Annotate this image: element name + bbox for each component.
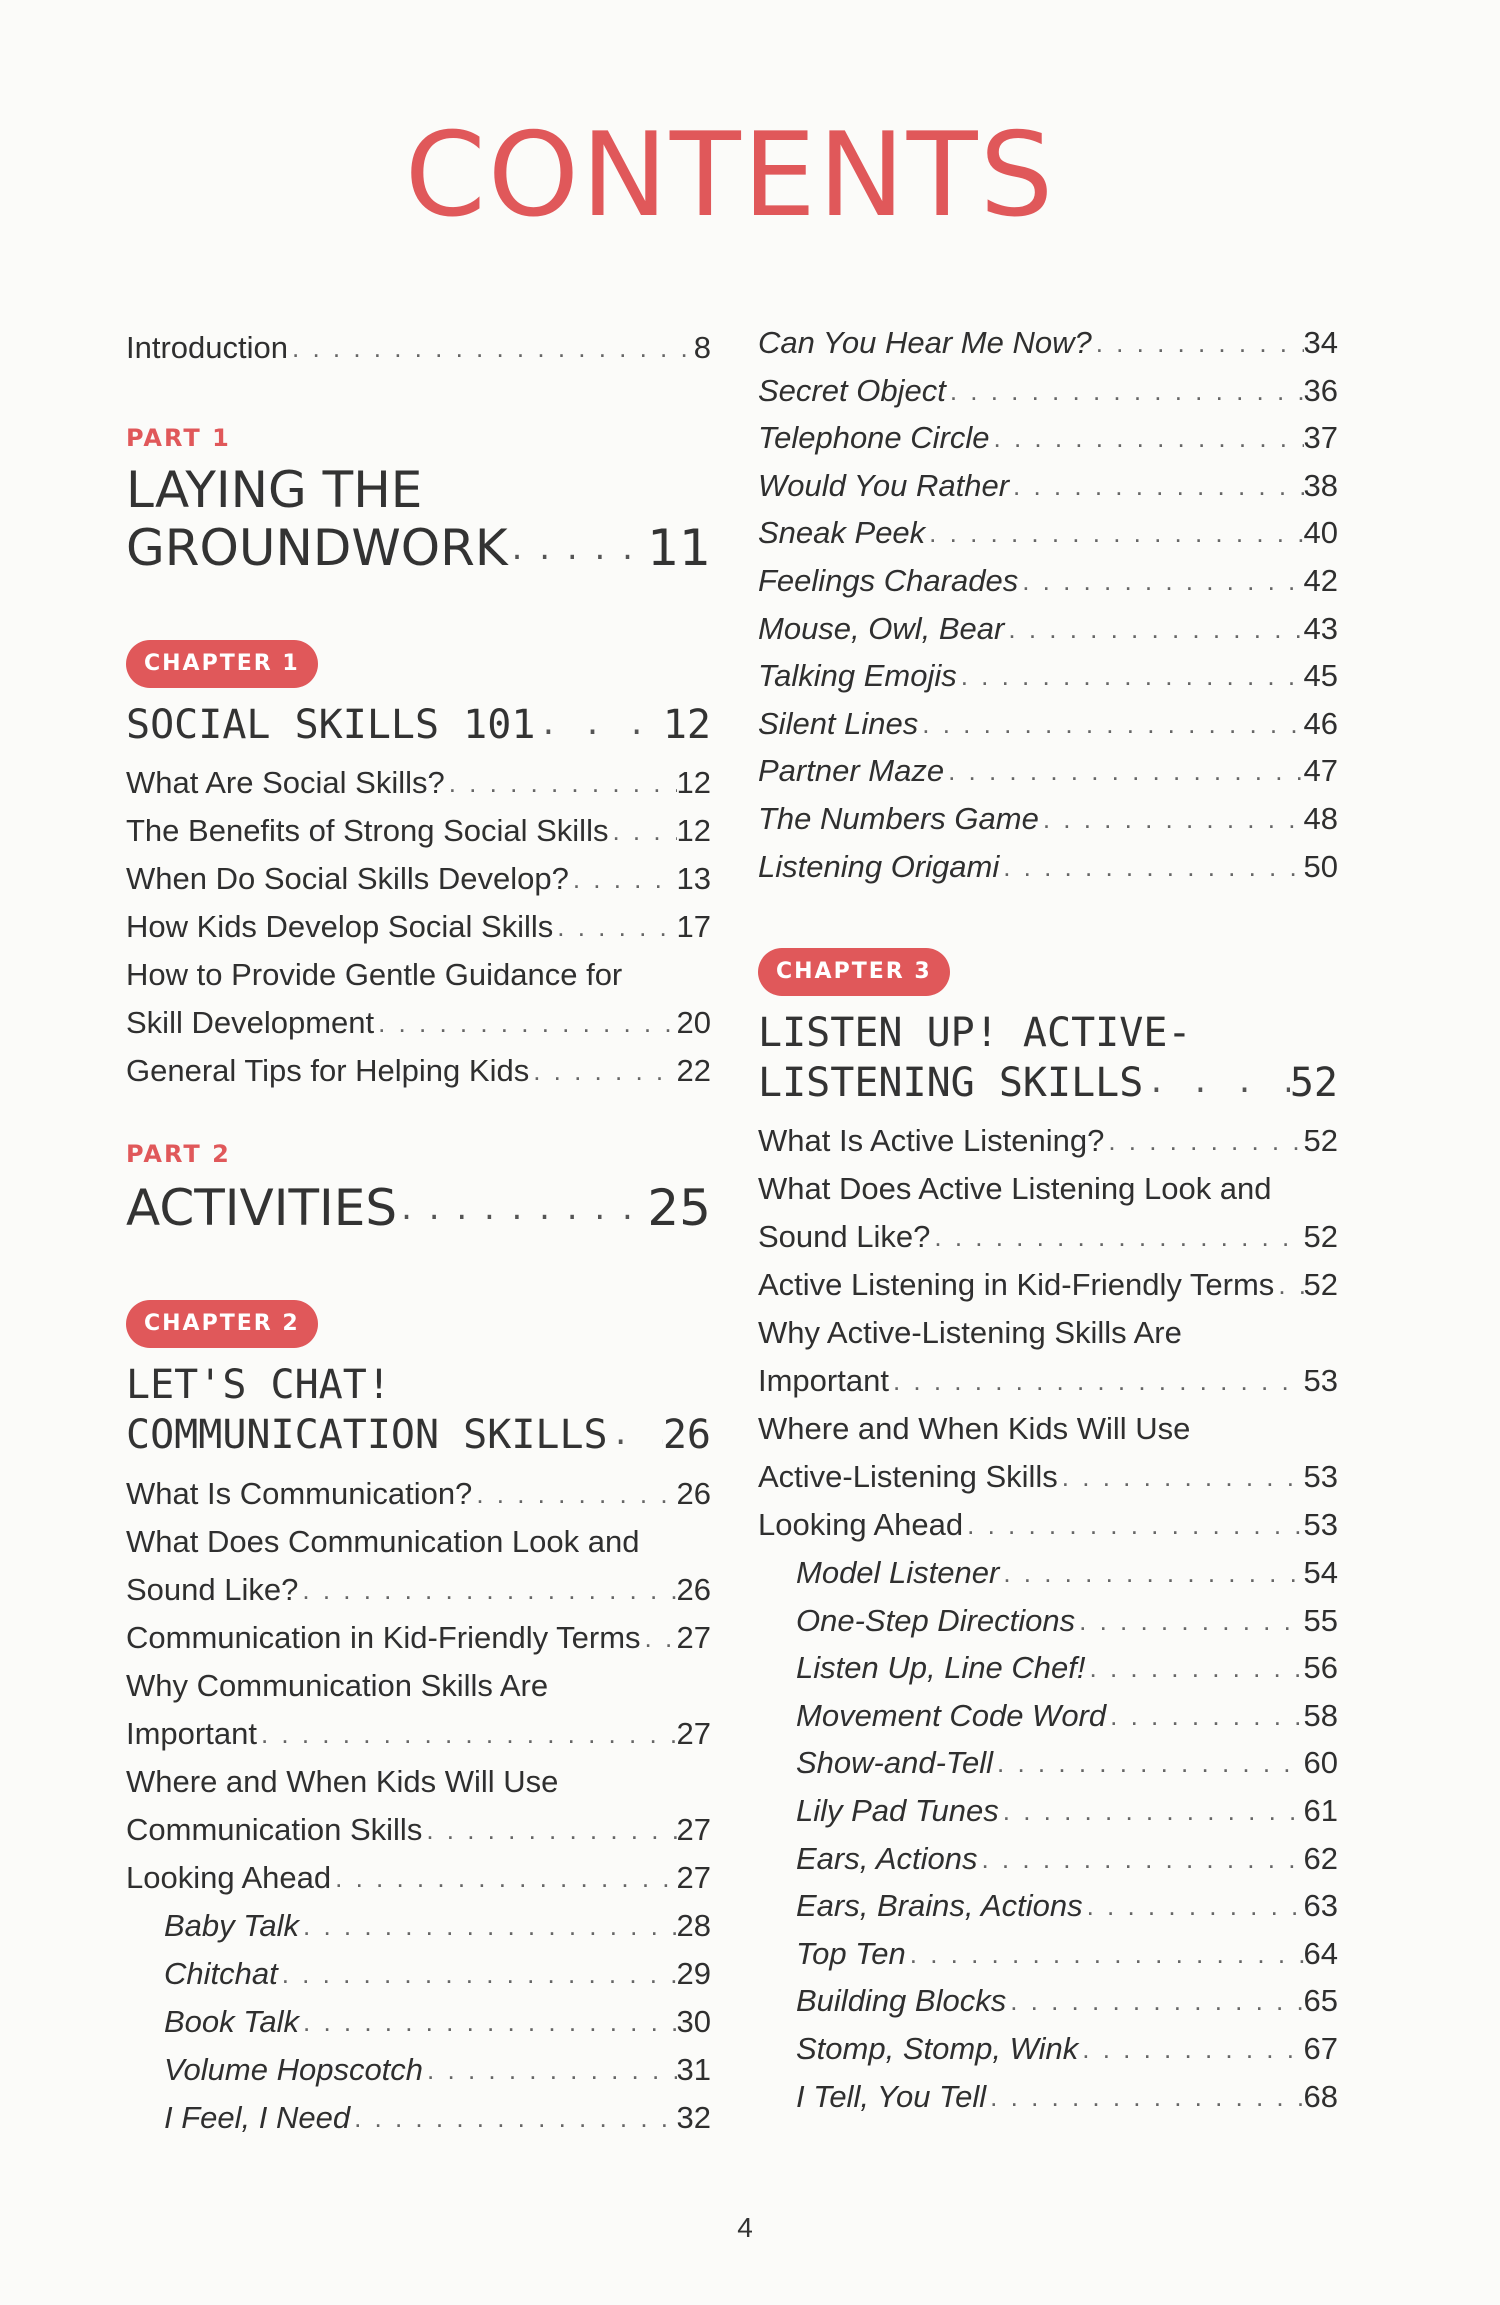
dot-leader — [957, 654, 1304, 698]
entry-label: Introduction — [126, 330, 288, 365]
entry-label: Sound Like? — [126, 1572, 299, 1607]
entry-page: 52 — [1303, 1267, 1338, 1302]
entry-page: 27 — [676, 1860, 711, 1895]
dot-leader — [1006, 1979, 1303, 2023]
entry-page: 22 — [676, 1053, 711, 1088]
dot-leader — [331, 1856, 676, 1900]
chapter-title-line2[interactable] — [126, 1410, 711, 1460]
entry-label: Where and When Kids Will Use — [758, 1411, 1191, 1446]
dot-leader — [257, 1712, 677, 1756]
entry-label: Feelings Charades — [758, 563, 1019, 598]
dot-leader — [1092, 321, 1304, 365]
dot-leader — [1009, 464, 1303, 508]
dot-leader — [999, 845, 1303, 889]
entry-label: Active-Listening Skills — [758, 1459, 1058, 1494]
entry-page: 62 — [1303, 1840, 1338, 1876]
entry-label: Secret Object — [758, 372, 946, 408]
entry-label: Partner Maze — [758, 753, 945, 789]
toc-entry[interactable] — [126, 1472, 711, 1516]
entry-label: Top Ten — [796, 1935, 906, 1971]
entry-page: 52 — [1303, 1219, 1338, 1254]
dot-leader — [990, 416, 1304, 460]
toc-entry — [126, 1664, 711, 1708]
entry-page: 32 — [676, 2100, 711, 2135]
dot-leader — [906, 1932, 1304, 1976]
toc-activity[interactable] — [796, 1646, 1338, 1690]
toc-entry — [758, 1407, 1338, 1451]
dot-leader — [1106, 1694, 1303, 1738]
dot-leader — [1083, 1884, 1304, 1928]
toc-activity[interactable] — [758, 369, 1338, 413]
entry-label: Book Talk — [164, 2004, 299, 2039]
entry-page: 29 — [676, 1956, 711, 1991]
chapter-badge: CHAPTER 3 — [758, 948, 950, 996]
entry-label: Looking Ahead — [126, 1860, 332, 1895]
dot-leader — [1078, 2027, 1303, 2071]
toc-entry[interactable] — [126, 1712, 711, 1756]
entry-label: Where and When Kids Will Use — [126, 1764, 559, 1799]
entry-page: 53 — [1303, 1363, 1338, 1398]
entry-label: Lily Pad Tunes — [796, 1793, 999, 1828]
part-title-text: LAYING THE — [126, 461, 423, 519]
chapter-title-text: LISTEN UP! ACTIVE- — [758, 1010, 1192, 1056]
entry-label: Building Blocks — [796, 1983, 1007, 2019]
dot-leader — [1075, 1599, 1303, 1643]
entry-label: Model Listener — [796, 1555, 1000, 1590]
toc-entry[interactable] — [758, 1359, 1338, 1403]
dot-leader — [641, 1616, 677, 1660]
toc-activity[interactable] — [758, 559, 1338, 603]
toc-entry[interactable] — [758, 1119, 1338, 1163]
entry-label: Important — [126, 1716, 257, 1751]
dot-leader — [1058, 1455, 1304, 1499]
dot-leader — [1004, 607, 1303, 651]
dot-leader — [889, 1359, 1304, 1403]
dot-leader — [423, 2048, 676, 2092]
dot-leader — [1018, 559, 1303, 603]
dot-leader — [535, 700, 662, 750]
dot-leader — [1104, 1119, 1303, 1163]
toc-activity[interactable] — [758, 797, 1338, 841]
entry-page: 28 — [676, 1908, 711, 1943]
dot-leader — [1143, 1058, 1290, 1108]
toc-activity[interactable] — [758, 702, 1338, 746]
toc-entry — [126, 1520, 711, 1564]
entry-page: 31 — [676, 2052, 711, 2087]
toc-activity[interactable] — [796, 1837, 1338, 1881]
entry-page: 68 — [1303, 2078, 1338, 2114]
chapter-page: 26 — [662, 1412, 711, 1458]
entry-page: 48 — [1303, 801, 1338, 836]
entry-label: The Numbers Game — [758, 801, 1039, 836]
dot-leader — [999, 1551, 1303, 1595]
dot-leader — [553, 905, 676, 949]
entry-label: Sneak Peek — [758, 515, 926, 551]
entry-label: Active Listening in Kid-Friendly Terms — [758, 1267, 1275, 1302]
entry-page: 8 — [693, 330, 711, 365]
entry-label: Sound Like? — [758, 1219, 931, 1254]
entry-page: 53 — [1303, 1507, 1338, 1542]
entry-page: 34 — [1303, 325, 1338, 360]
entry-page: 50 — [1303, 848, 1338, 884]
entry-page: 56 — [1303, 1650, 1338, 1686]
entry-label: What Does Communication Look and — [126, 1524, 640, 1559]
toc-activity[interactable] — [796, 1979, 1338, 2023]
entry-label: Ears, Actions — [796, 1840, 978, 1876]
dot-leader — [529, 1049, 676, 1093]
dot-leader — [930, 1215, 1303, 1259]
entry-page: 43 — [1303, 610, 1338, 646]
toc-activity[interactable] — [796, 1694, 1338, 1738]
part-title[interactable] — [126, 462, 711, 518]
part-title[interactable] — [126, 1180, 711, 1236]
entry-label: How to Provide Gentle Guidance for — [126, 957, 623, 992]
dot-leader — [608, 1410, 663, 1460]
toc-entry — [126, 1760, 711, 1804]
toc-entry — [758, 1311, 1338, 1355]
entry-page: 42 — [1303, 563, 1338, 598]
chapter-title-text: LET'S CHAT! — [126, 1362, 391, 1408]
entry-page: 27 — [676, 1620, 711, 1655]
entry-label: I Tell, You Tell — [796, 2078, 987, 2114]
entry-label: What Are Social Skills? — [126, 765, 445, 800]
toc-activity[interactable] — [758, 416, 1338, 460]
entry-label: Communication Skills — [126, 1812, 423, 1847]
dot-leader — [299, 2000, 677, 2044]
dot-leader — [1039, 797, 1304, 841]
entry-page: 40 — [1303, 515, 1338, 551]
toc-activity[interactable] — [758, 607, 1338, 651]
entry-page: 47 — [1303, 753, 1338, 789]
dot-leader — [374, 1001, 676, 1045]
toc-entry-introduction[interactable] — [126, 326, 711, 370]
dot-leader — [918, 702, 1303, 746]
page-number: 4 — [737, 2212, 753, 2243]
entry-page: 54 — [1303, 1555, 1338, 1590]
entry-label: Telephone Circle — [758, 420, 990, 456]
dot-leader — [999, 1789, 1304, 1833]
entry-label: Talking Emojis — [758, 658, 957, 694]
entry-label: General Tips for Helping Kids — [126, 1053, 530, 1088]
dot-leader — [608, 809, 676, 853]
entry-page: 52 — [1303, 1123, 1338, 1158]
toc-activity[interactable] — [758, 749, 1338, 793]
entry-page: 45 — [1303, 658, 1338, 694]
entry-page: 36 — [1303, 372, 1338, 408]
entry-page: 61 — [1303, 1793, 1338, 1828]
toc-activity[interactable] — [796, 2075, 1338, 2119]
entry-label: Movement Code Word — [796, 1697, 1107, 1733]
entry-page: 12 — [676, 813, 711, 848]
entry-page: 27 — [676, 1716, 711, 1751]
toc-entry[interactable] — [126, 1568, 711, 1612]
entry-label: Ears, Brains, Actions — [796, 1888, 1083, 1924]
chapter-title-text: SOCIAL SKILLS 101 — [126, 702, 536, 748]
entry-page: 38 — [1303, 467, 1338, 503]
part-page: 25 — [647, 1179, 711, 1237]
dot-leader — [350, 2096, 676, 2140]
dot-leader — [397, 1180, 647, 1236]
toc-activity[interactable] — [164, 1904, 711, 1948]
entry-page: 63 — [1303, 1888, 1338, 1924]
toc-entry[interactable] — [126, 1049, 711, 1093]
toc-entry[interactable] — [758, 1503, 1338, 1547]
toc-entry[interactable] — [126, 1001, 711, 1045]
toc-activity[interactable] — [796, 1741, 1338, 1785]
chapter-title-text: LISTENING SKILLS — [758, 1060, 1144, 1106]
dot-leader — [1274, 1263, 1303, 1307]
entry-page: 26 — [676, 1572, 711, 1607]
entry-label: Stomp, Stomp, Wink — [796, 2031, 1079, 2066]
toc-entry[interactable] — [126, 1856, 711, 1900]
entry-label: The Benefits of Strong Social Skills — [126, 813, 609, 848]
toc-entry[interactable] — [126, 905, 711, 949]
entry-page: 17 — [676, 909, 711, 944]
dot-leader — [508, 520, 648, 576]
entry-page: 60 — [1303, 1745, 1338, 1781]
entry-label: What Is Active Listening? — [758, 1123, 1105, 1158]
entry-label: Why Communication Skills Are — [126, 1668, 549, 1703]
entry-page: 27 — [676, 1812, 711, 1847]
entry-label: Mouse, Owl, Bear — [758, 610, 1005, 646]
dot-leader — [925, 511, 1303, 555]
entry-page: 26 — [676, 1476, 711, 1511]
entry-label: Listening Origami — [758, 848, 1000, 884]
entry-label: What Does Active Listening Look and — [758, 1171, 1272, 1206]
chapter-title-line2[interactable] — [758, 1058, 1338, 1108]
entry-page: 64 — [1303, 1935, 1338, 1971]
dot-leader — [1086, 1646, 1304, 1690]
entry-label: How Kids Develop Social Skills — [126, 909, 554, 944]
toc-activity[interactable] — [758, 511, 1338, 555]
toc-entry[interactable] — [758, 1455, 1338, 1499]
dot-leader — [298, 1568, 676, 1612]
part-title-line2[interactable] — [126, 520, 711, 576]
entry-page: 46 — [1303, 705, 1338, 741]
dot-leader — [288, 326, 694, 370]
toc-activity[interactable] — [164, 1952, 711, 1996]
entry-page: 30 — [676, 2004, 711, 2039]
entry-label: Can You Hear Me Now? — [758, 325, 1092, 360]
toc-activity[interactable] — [796, 1884, 1338, 1928]
toc-entry — [758, 1167, 1338, 1211]
toc-activity[interactable] — [164, 2096, 711, 2140]
chapter-title-text: COMMUNICATION SKILLS — [126, 1412, 608, 1458]
entry-label: Chitchat — [164, 1956, 278, 1991]
entry-label: Would You Rather — [758, 467, 1010, 503]
entry-label: Show-and-Tell — [796, 1745, 994, 1781]
toc-entry — [126, 953, 711, 997]
dot-leader — [946, 369, 1304, 413]
part-title-text: GROUNDWORK — [126, 519, 508, 577]
toc-activity[interactable] — [758, 321, 1338, 365]
part-label: PART 2 — [126, 1140, 231, 1168]
dot-leader — [472, 1472, 676, 1516]
chapter-title — [126, 1360, 711, 1410]
toc-activity[interactable] — [164, 2000, 711, 2044]
toc-activity[interactable] — [758, 845, 1338, 889]
entry-label: Skill Development — [126, 1005, 375, 1040]
toc-entry[interactable] — [126, 1616, 711, 1660]
entry-page: 58 — [1303, 1697, 1338, 1733]
chapter-page: 12 — [662, 702, 711, 748]
dot-leader — [993, 1741, 1303, 1785]
toc-entry[interactable] — [126, 857, 711, 901]
entry-page: 20 — [676, 1005, 711, 1040]
chapter-badge: CHAPTER 2 — [126, 1300, 318, 1348]
entry-label: I Feel, I Need — [164, 2100, 351, 2135]
toc-activity[interactable] — [164, 2048, 711, 2092]
page-title: CONTENTS — [404, 108, 1056, 243]
entry-label: What Is Communication? — [126, 1476, 473, 1511]
entry-page: 37 — [1303, 420, 1338, 456]
entry-label: Volume Hopscotch — [164, 2052, 424, 2087]
chapter-title[interactable] — [126, 700, 711, 750]
dot-leader — [963, 1503, 1303, 1547]
toc-entry[interactable] — [126, 1808, 711, 1852]
part-label: PART 1 — [126, 424, 231, 452]
entry-label: Baby Talk — [164, 1908, 299, 1943]
toc-activity[interactable] — [796, 2027, 1338, 2071]
dot-leader — [977, 1837, 1303, 1881]
entry-label: Listen Up, Line Chef! — [796, 1650, 1086, 1686]
entry-page: 13 — [676, 861, 711, 896]
toc-activity[interactable] — [758, 654, 1338, 698]
toc-entry[interactable] — [758, 1263, 1338, 1307]
part-page: 11 — [647, 519, 711, 577]
entry-label: Why Active-Listening Skills Are — [758, 1315, 1182, 1350]
toc-activity[interactable] — [796, 1551, 1338, 1595]
entry-page: 53 — [1303, 1459, 1338, 1494]
entry-label: Looking Ahead — [758, 1507, 964, 1542]
entry-label: Important — [758, 1363, 889, 1398]
dot-leader — [278, 1952, 677, 1996]
dot-leader — [445, 761, 677, 805]
toc-entry[interactable] — [126, 809, 711, 853]
toc-activity[interactable] — [796, 1932, 1338, 1976]
entry-label: Silent Lines — [758, 705, 919, 741]
toc-entry[interactable] — [126, 761, 711, 805]
toc-activity[interactable] — [796, 1789, 1338, 1833]
entry-page: 65 — [1303, 1983, 1338, 2019]
part-title-text: ACTIVITIES — [126, 1179, 398, 1237]
toc-activity[interactable] — [796, 1599, 1338, 1643]
entry-page: 12 — [676, 765, 711, 800]
toc-entry[interactable] — [758, 1215, 1338, 1259]
entry-label: Communication in Kid-Friendly Terms — [126, 1620, 641, 1655]
dot-leader — [569, 857, 677, 901]
dot-leader — [944, 749, 1303, 793]
dot-leader — [299, 1904, 677, 1948]
entry-label: When Do Social Skills Develop? — [126, 861, 569, 896]
dot-leader — [422, 1808, 676, 1852]
entry-page: 67 — [1303, 2031, 1338, 2066]
toc-activity[interactable] — [758, 464, 1338, 508]
entry-label: One-Step Directions — [796, 1602, 1076, 1638]
entry-page: 55 — [1303, 1602, 1338, 1638]
dot-leader — [986, 2075, 1303, 2119]
chapter-badge: CHAPTER 1 — [126, 640, 318, 688]
chapter-title — [758, 1008, 1338, 1058]
chapter-page: 52 — [1289, 1060, 1338, 1106]
